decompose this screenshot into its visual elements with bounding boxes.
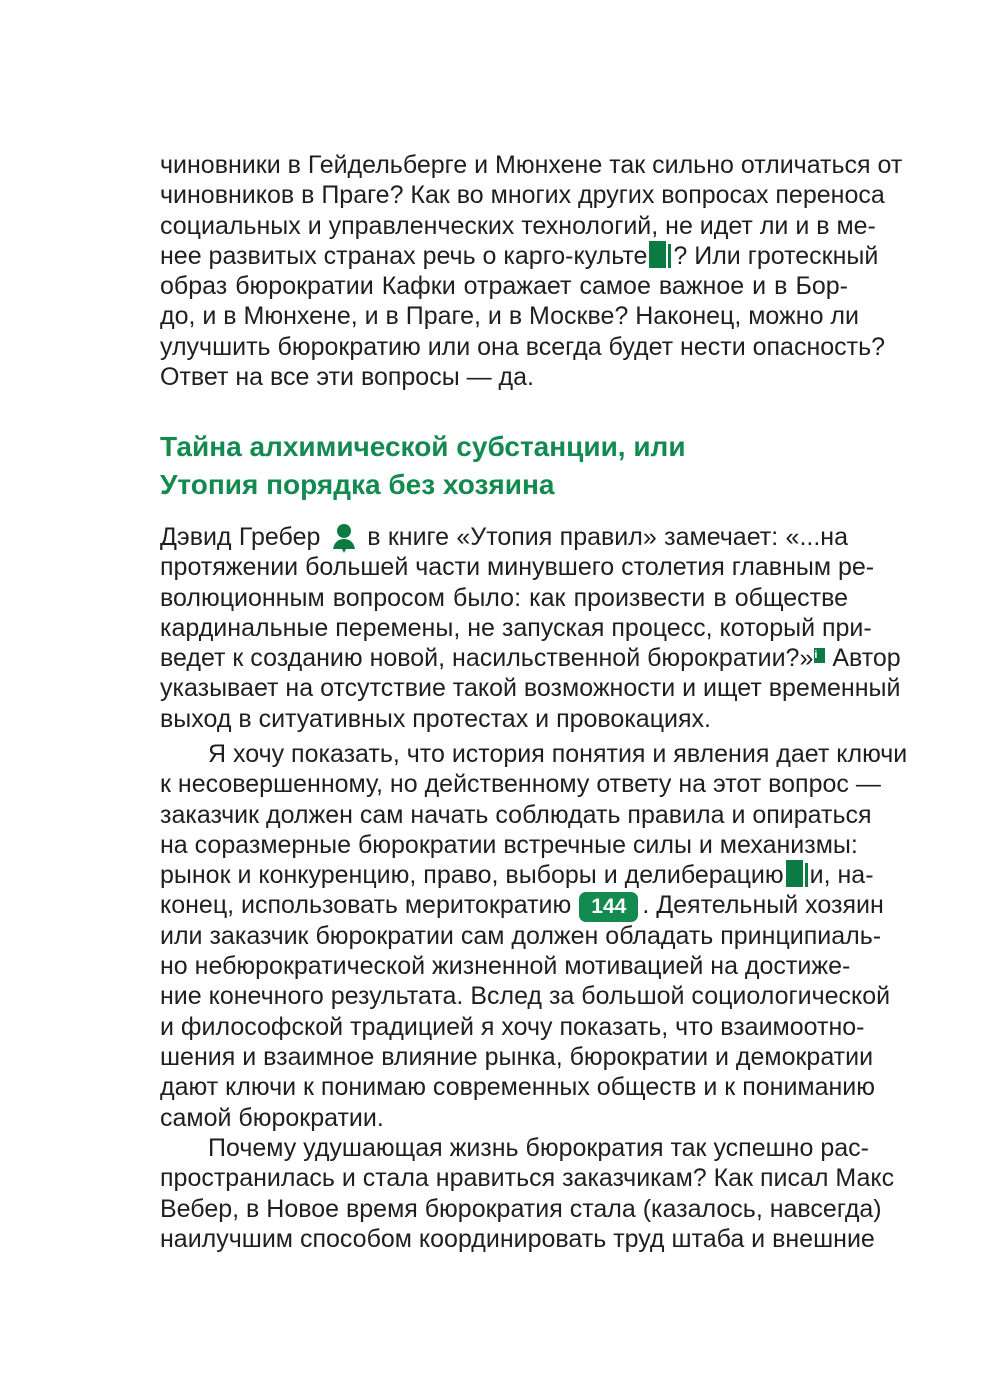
text-fragment: нее развитых странах речь о карго-культе — [160, 241, 648, 270]
text-line: ние конечного результата. Вслед за большой социологической — [160, 982, 891, 1011]
text-line: Почему удушающая жизнь бюрократия так успешно рас- — [208, 1134, 869, 1162]
text-line: образ бюрократии Кафки отражает самое важное и в Бор- — [160, 272, 848, 301]
heading-line-1: Тайна алхимической субстанции, или — [160, 431, 686, 462]
text-line: самой бюрократии. — [160, 1103, 384, 1132]
text-fragment: Автор — [832, 644, 901, 673]
text-line: кардинальные перемены, не запуская процесс, который при- — [160, 613, 872, 642]
text-line: Я хочу показать, что история понятия и явления дает ключи — [208, 740, 908, 768]
text-fragment: ведет к созданию новой, насильственной бюрократии?» — [160, 644, 814, 673]
text-line: к несовершенному, но действенному ответу на этот вопрос — — [160, 770, 881, 799]
text-line: наилучшим способом координировать труд штаба и внешние — [160, 1224, 875, 1253]
text-line: пространилась и стала нравиться заказчикам? Как писал Макс — [160, 1164, 895, 1193]
text-fragment: конец, использовать меритократию — [160, 891, 572, 920]
text-line: социальных и управленческих технологий, не идет ли и в ме- — [160, 211, 876, 240]
text-line: Вебер, в Новое время бюрократия стала (казалось, навсегда) — [160, 1194, 882, 1223]
text-line: заказчик должен сам начать соблюдать правила и опираться — [160, 800, 872, 829]
person-icon[interactable] — [330, 523, 358, 553]
text-fragment: рынок и конкуренцию, право, выборы и делиберацию — [160, 861, 784, 890]
book-icon[interactable] — [786, 860, 808, 888]
text-line: волюционным вопросом было: как произвести в обществе — [160, 583, 848, 612]
text-line — [160, 860, 874, 890]
text-line: чиновников в Праге? Как во многих других вопросах переноса — [160, 181, 885, 210]
text-line — [160, 643, 901, 673]
text-fragment: Дэвид Гребер — [160, 523, 321, 551]
section-heading — [160, 428, 860, 504]
info-icon[interactable]: i — [814, 648, 825, 663]
heading-line-2: Утопия порядка без хозяина — [160, 469, 555, 500]
text-fragment: и, на- — [809, 861, 874, 890]
paragraph-1 — [160, 150, 903, 392]
page-ref-badge[interactable]: 144 — [579, 892, 638, 922]
text-line: указывает на отсутствие такой возможности и ищет временный — [160, 674, 901, 703]
paragraph-2 — [160, 522, 901, 734]
text-line — [160, 522, 848, 552]
text-fragment: . Деятельный хозяин — [642, 891, 884, 920]
text-line: улучшить бюрократию или она всегда будет нести опасность? — [160, 332, 886, 361]
book-icon[interactable] — [649, 241, 671, 269]
text-line: шения и взаимное влияние рынка, бюрократии и демократии — [160, 1042, 874, 1071]
text-line — [160, 241, 879, 271]
text-fragment: ? Или гротескный — [673, 241, 879, 270]
text-line: до, и в Мюнхене, и в Праге, и в Москве? Наконец, можно ли — [160, 302, 859, 331]
paragraph-4 — [160, 1133, 895, 1254]
text-line: чиновники в Гейдельберге и Мюнхене так сильно отличаться от — [160, 151, 903, 179]
text-line: на соразмерные бюрократии встречные силы и механизмы: — [160, 830, 858, 859]
text-line: протяжении большей части минувшего столетия главным ре- — [160, 553, 875, 582]
text-fragment: в книге «Утопия правил» замечает: «...на — [367, 523, 848, 551]
paragraph-3 — [160, 739, 908, 1133]
text-line: или заказчик бюрократии сам должен обладать принципиаль- — [160, 921, 882, 950]
text-line: дают ключи к понимаю современных обществ и к пониманию — [160, 1073, 876, 1102]
text-line: выход в ситуативных протестах и провокациях. — [160, 704, 711, 733]
text-line — [160, 890, 884, 920]
text-line: но небюрократической жизненной мотивацией на достиже- — [160, 952, 851, 981]
text-line: и философской традицией я хочу показать, что взаимоотно- — [160, 1012, 865, 1041]
text-line: Ответ на все эти вопросы — да. — [160, 363, 534, 392]
